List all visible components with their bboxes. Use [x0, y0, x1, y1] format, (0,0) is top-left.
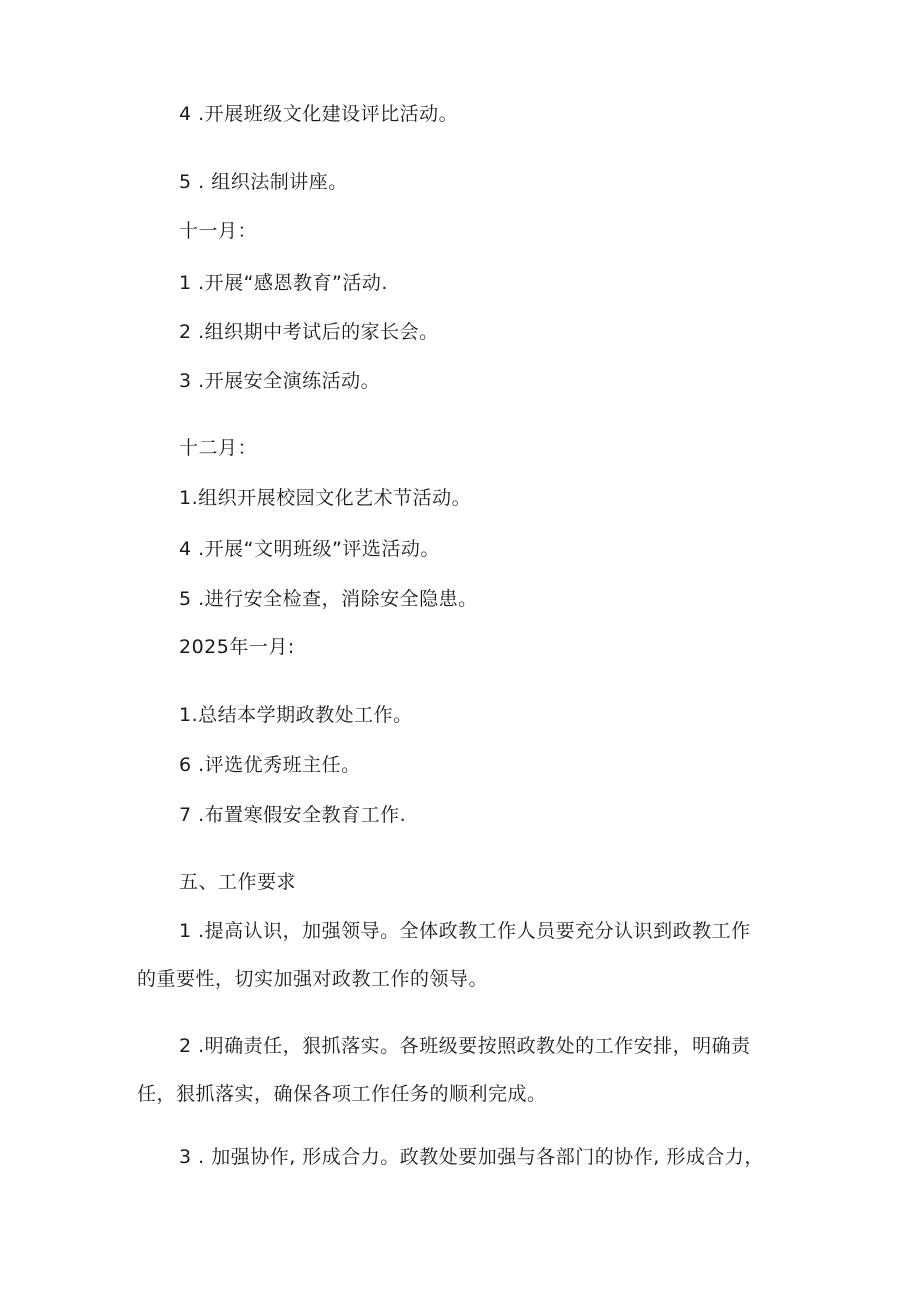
plan-item-law-lecture: 5 . 组织法制讲座。	[179, 171, 348, 193]
requirement-1-line-2: 的重要性，切实加强对政教工作的领导。	[137, 968, 489, 990]
plan-item-excellent-teacher: 6 .评选优秀班主任。	[179, 754, 361, 776]
requirement-2-line-1: 2 .明确责任，狠抓落实。各班级要按照政教处的工作安排，明确责	[179, 1035, 751, 1057]
section-heading-requirements: 五、工作要求	[179, 871, 297, 893]
requirement-1-line-1: 1 .提高认识，加强领导。全体政教工作人员要充分认识到政教工作	[179, 920, 751, 942]
plan-item-winter-safety: 7 .布置寒假安全教育工作.	[179, 804, 407, 826]
month-heading-january-2025: 2025年一月:	[179, 636, 295, 658]
month-heading-december: 十二月：	[179, 437, 258, 459]
plan-item-safety-drill: 3 .开展安全演练活动。	[179, 370, 381, 392]
plan-item-parent-meeting: 2 .组织期中考试后的家长会。	[179, 321, 439, 343]
month-heading-november: 十一月：	[179, 220, 258, 242]
plan-item-art-festival: 1.组织开展校园文化艺术节活动。	[179, 487, 472, 509]
plan-item-gratitude: 1 .开展“感恩教育”活动.	[179, 272, 388, 294]
requirement-3-line-1: 3 . 加强协作, 形成合力。政教处要加强与各部门的协作, 形成合力，	[179, 1146, 764, 1168]
plan-item-civilized-class: 4 .开展“文明班级”评选活动。	[179, 538, 440, 560]
plan-item-semester-summary: 1.总结本学期政教处工作。	[179, 704, 413, 726]
plan-item-safety-check: 5 .进行安全检查，消除安全隐患。	[179, 588, 478, 610]
plan-item-class-culture: 4 .开展班级文化建设评比活动。	[179, 103, 459, 125]
requirement-2-line-2: 任，狠抓落实，确保各项工作任务的顺利完成。	[137, 1083, 547, 1105]
